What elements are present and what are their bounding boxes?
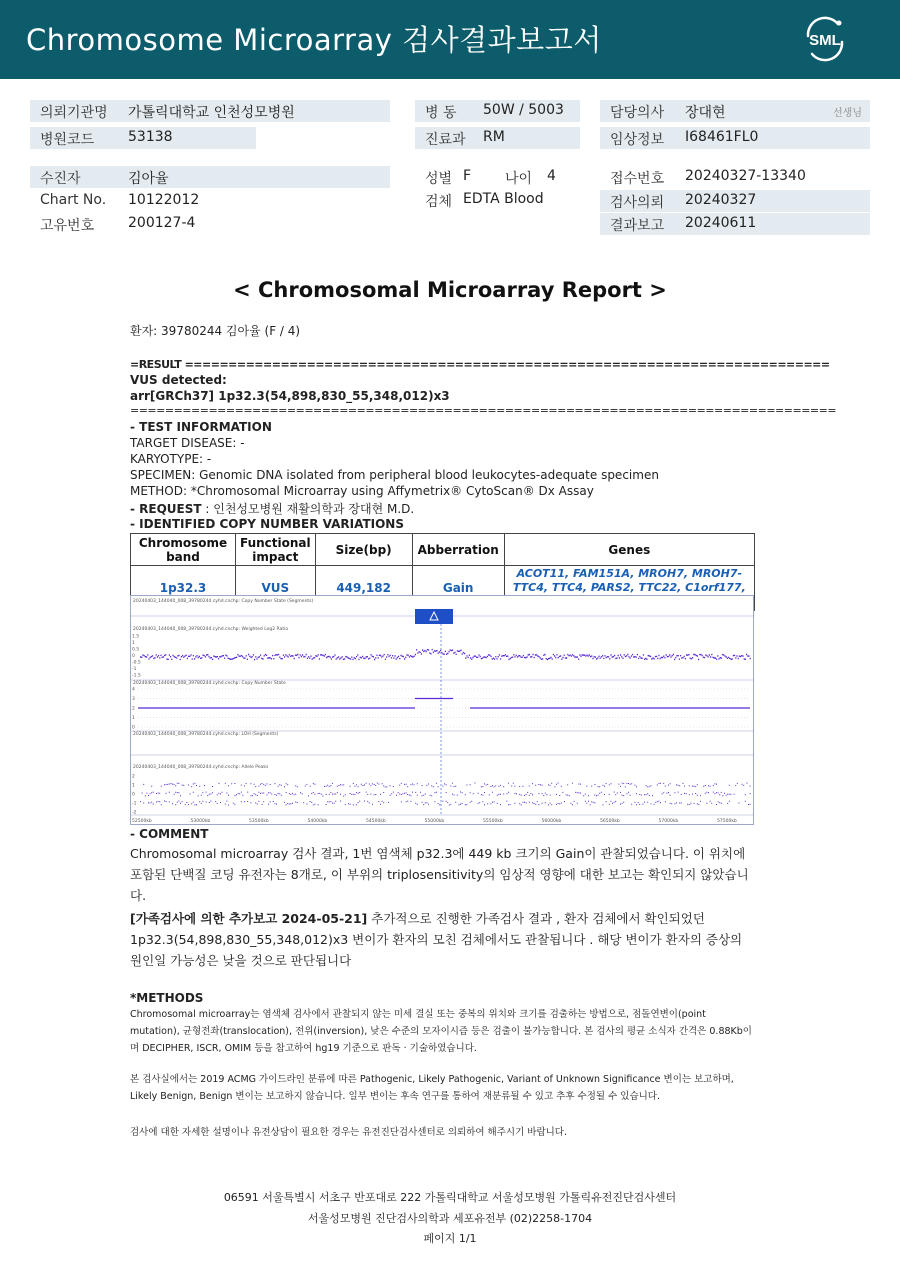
log2-tick-label: -1.5 (132, 673, 141, 679)
comment-heading: - COMMENT (130, 827, 209, 841)
col-genes: Genes (504, 534, 754, 566)
chart-no-value: 10122012 (128, 192, 200, 208)
cell-genes: ACOT11, FAM151A, MROH7, MROH7-TTC4, TTC4, PARS2, TTC22, C1orf177, (504, 566, 754, 611)
track-label-cn-state: 20240403_144040_008_39780244.cyhd.cnchp: Copy Number State (133, 681, 286, 686)
report-title: < Chromosomal Microarray Report > (233, 278, 667, 302)
doctor-value: 장대현 (685, 105, 726, 121)
department-value: RM (483, 129, 505, 145)
microarray-plot (130, 595, 754, 825)
clinical-info-value: I68461FL0 (685, 129, 759, 145)
addendum-title: [가족검사에 의한 추가보고 2024-05-21] (130, 911, 368, 926)
patient-label: 수진자 (40, 171, 81, 187)
track-label-allele: 20240403_144040_008_39780244.cyhd.cnchp: Allele Peaks (133, 765, 269, 770)
chart-no-label: Chart No. (40, 192, 107, 208)
allele-tick-label: 1 (132, 783, 135, 789)
allele-tick-label: 0 (132, 792, 135, 798)
log2-tick-label: 0.5 (132, 647, 140, 653)
unique-no-field (30, 213, 390, 235)
col-abberration: Abberration (412, 534, 504, 566)
sex-field (415, 166, 495, 188)
receipt-no-field (600, 166, 870, 188)
methods-paragraph-2: 본 검사실에서는 2019 ACMG 가이드라인 분류에 따른 Pathogenic, Likely Pathogenic, Variant of Unknown Significance 변이는 보고하며, Likely Benign, Benign 변이는 보고하지 않습니다. 일부 변이는 후속 연구를 통하여 재분류될 수 있고 추후 수정될 수 있습니다. (130, 1074, 734, 1102)
comment-addendum (130, 908, 755, 971)
test-information-heading: - TEST INFORMATION (130, 420, 272, 434)
report-date-label: 결과보고 (610, 218, 665, 234)
patient-value: 김아율 (128, 171, 169, 187)
comment-body: Chromosomal microarray 검사 결과, 1번 염색체 p32.3에 449 kb 크기의 Gain이 관찰되었습니다. 이 위치에 포함된 단백질 코딩 유전자는 8개로, 이 부위의 triplosensitivity의 임상적 영향에 대한 보고는 확인되지 않았습니다. (130, 846, 749, 903)
age-label: 나이 (505, 171, 533, 187)
cnv-table-header-row (131, 534, 755, 566)
report-date-value: 20240611 (685, 215, 757, 231)
report-header (0, 0, 900, 79)
department-label: 진료과 (425, 132, 466, 148)
x-tick-label: 52500kb (132, 819, 152, 824)
cell-band: 1p32.3 (131, 566, 236, 611)
doctor-suffix: 선생님 (833, 108, 862, 119)
ward-value: 50W / 5003 (483, 102, 564, 118)
cn-tick-label: 2 (132, 706, 135, 712)
clinical-info-field (600, 127, 870, 149)
x-tick-label: 56500kb (600, 819, 620, 824)
unique-no-value: 200127-4 (128, 215, 196, 231)
specimen-field (415, 189, 580, 211)
x-tick-label: 56000kb (541, 819, 562, 824)
request-date-field (600, 190, 870, 212)
hospital-code-value: 53138 (128, 129, 173, 145)
col-functional-impact: Functional impact (236, 534, 316, 566)
result-header: =RESULT ========================================================================== (130, 358, 830, 371)
result-separator: ================================================================================= (130, 404, 837, 417)
cell-impact: VUS (236, 566, 316, 611)
sml-logo (800, 14, 850, 64)
chart-no-field (30, 190, 390, 212)
track-label-segments: 20240403_144040_008_39780244.cyhd.cnchp: Copy Number State (Segments) (133, 599, 314, 604)
institution-value: 가톨릭대학교 인천성모병원 (128, 105, 295, 121)
specimen-value: EDTA Blood (463, 191, 544, 207)
report-header-title: Chromosome Microarray 검사결과보고서 (26, 23, 602, 57)
report-date-field (600, 213, 870, 235)
x-tick-label: 54500kb (366, 819, 386, 824)
specimen-label: 검체 (425, 194, 453, 210)
cn-tick-label: 1 (132, 716, 135, 721)
patient-line: 환자: 39780244 김아율 (F / 4) (130, 324, 301, 338)
sex-label: 성별 (425, 171, 453, 187)
arr-notation: arr[GRCh37] 1p32.3(54,898,830_55,348,012)x3 (130, 389, 450, 403)
ward-label: 병 동 (425, 105, 457, 121)
x-tick-label: 57000kb (658, 819, 679, 824)
institution-label: 의뢰기관명 (40, 105, 108, 121)
x-tick-label: 53000kb (190, 819, 211, 824)
department-field (415, 127, 580, 149)
request-date-value: 20240327 (685, 192, 757, 208)
footer-department: 서울성모병원 진단검사의학과 세포유전부 (02)2258-1704 (307, 1212, 593, 1225)
unique-no-label: 고유번호 (40, 218, 95, 234)
col-size: Size(bp) (315, 534, 412, 566)
col-chromosome-band: Chromosome band (131, 534, 236, 566)
cell-aberration: Gain (412, 566, 504, 611)
identified-cnv-heading: - IDENTIFIED COPY NUMBER VARIATIONS (130, 517, 404, 531)
methods-heading: *METHODS (130, 991, 204, 1005)
request-value: : 인천성모병원 재활의학과 장대현 M.D. (201, 502, 415, 516)
x-tick-label: 55500kb (483, 819, 503, 824)
doctor-field (600, 100, 870, 122)
target-disease: TARGET DISEASE: - (130, 436, 245, 450)
methods-paragraph-3: 검사에 대한 자세한 설명이나 유전상담이 필요한 경우는 유전진단검사센터로 의뢰하여 해주시기 바랍니다. (130, 1127, 568, 1138)
age-value: 4 (547, 168, 556, 184)
x-tick-label: 57500kb (717, 819, 737, 824)
cell-size: 449,182 (315, 566, 412, 611)
request-date-label: 검사의뢰 (610, 195, 665, 211)
x-tick-label: 54000kb (307, 819, 328, 824)
receipt-no-value: 20240327-13340 (685, 168, 806, 184)
x-tick-label: 55000kb (424, 819, 445, 824)
log2-tick-label: -0.5 (132, 660, 141, 666)
allele-tick-label: 2 (132, 774, 135, 780)
cn-tick-label: 3 (132, 697, 135, 702)
x-tick-label: 53500kb (249, 819, 269, 824)
footer-address: 06591 서울특별시 서초구 반포대로 222 가톨릭대학교 서울성모병원 가톨릭유전진단검사센터 (223, 1191, 677, 1204)
patient-field (30, 166, 390, 188)
vus-detected: VUS detected: (130, 373, 227, 387)
specimen-description: SPECIMEN: Genomic DNA isolated from peripheral blood leukocytes-adequate specimen (130, 468, 659, 482)
log2-tick-label: 1 (132, 641, 135, 646)
log2-tick-label: 0 (132, 654, 135, 659)
cn-tick-label: 4 (132, 687, 135, 693)
receipt-no-label: 접수번호 (610, 171, 665, 187)
sex-value: F (463, 168, 472, 184)
methods-paragraph-1: Chromosomal microarray는 염색체 검사에서 관찰되지 않는 미세 결실 또는 중복의 위치와 크기를 검출하는 방법으로, 점돌연변이(point mutation), 균형전좌(translocation), 전위(inversion), 낮은 수준의 모자이시즘 등은 검출이 불가능합니다. 본 검사의 평균 소식자 간격은 0.88Kb이며 DECIPHER, ISCR, OMIM 등을 참고하여 hg19 기준으로 판독 · 기술하였습니다. (130, 1009, 752, 1054)
track-label-loh: 20240403_144040_008_39780244.cyhd.cnchp: LOH (Segments) (133, 732, 279, 737)
ward-field (415, 100, 580, 122)
age-field (495, 166, 580, 188)
logo-text: SML (809, 32, 841, 49)
hospital-code-label: 병원코드 (40, 132, 95, 148)
log2-tick-label: -1 (132, 667, 137, 672)
hospital-code-field (30, 127, 256, 149)
request-label: - REQUEST (130, 502, 202, 516)
track-label-log2: 20240403_144040_008_39780244.cyhd.cnchp: Weighted Log2 Ratio (133, 627, 289, 632)
cn-tick-label: 0 (132, 725, 135, 731)
doctor-label: 담당의사 (610, 105, 665, 121)
allele-tick-label: -1 (132, 801, 137, 807)
method-description: METHOD: *Chromosomal Microarray using Affymetrix® CytoScan® Dx Assay (130, 484, 594, 498)
log2-tick-label: 1.5 (132, 634, 140, 640)
addendum-body: 추가적으로 진행한 가족검사 결과 , 환자 검체에서 확인되었던 1p32.3(54,898,830_55,348,012)x3 변이가 환자의 모친 검체에서도 관찰됩니다 . 해당 변이가 환자의 증상의 원인일 가능성은 낮을 것으로 판단됩니다 (130, 911, 743, 968)
allele-tick-label: -2 (132, 810, 137, 816)
footer-page: 페이지 1/1 (423, 1232, 477, 1245)
clinical-info-label: 임상정보 (610, 132, 665, 148)
request-line (130, 500, 414, 517)
karyotype: KARYOTYPE: - (130, 452, 212, 466)
institution-field (30, 100, 390, 122)
